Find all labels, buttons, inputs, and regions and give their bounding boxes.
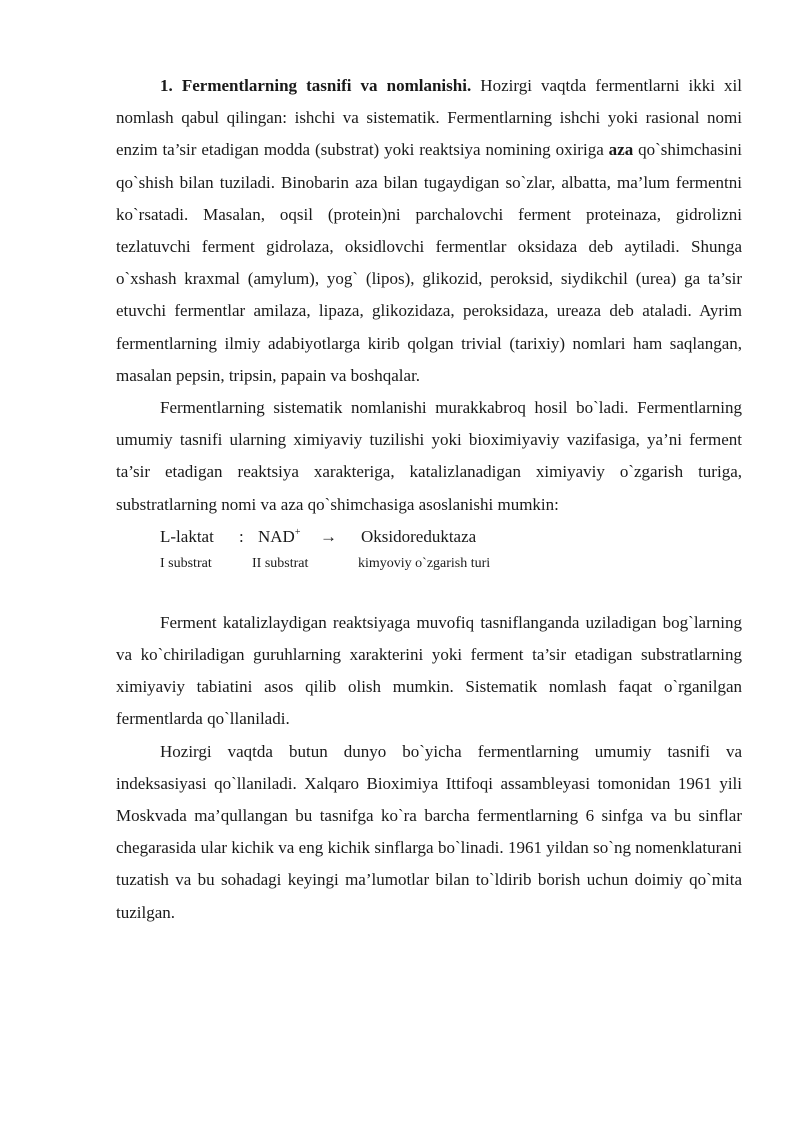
arrow-icon: → bbox=[320, 526, 337, 546]
paragraph-international: Hozirgi vaqtda butun dunyo bo`yicha fermentlarning umumiy tasnifi va indeksasiyasi qo`llaniladi. Xalqaro Bioximiya Ittifoqi assambleyasi tomonidan 1961 yili Moskvada ma’qullangan bu tasnifga ko`ra barcha fermentlarning 6 sinfga va bu sinflar chegarasida ular kichik va eng kichik sinflarga bo`linadi. 1961 yildan so`ng nomenklaturani tuzatish va bu sohadagi keyingi ma’lumotlar bilan to`ldirib borish uchun doimiy qo`mita tuzilgan. bbox=[116, 741, 742, 922]
suffix-aza: aza bbox=[608, 140, 634, 160]
paragraph-intro-text-b: qo`shimchasini qo`shish bilan tuziladi. Binobarin aza bilan tugaydigan so`zlar, albatta, ma’lum fermentni ko`rsatadi. Masalan, oqsil (protein)ni parchalovchi ferment proteinaza, gidrolizni tezlatuvchi ferment gidrolaza, oksidlovchi fermentlar oksidaza deb aytiladi. Shunga o`xshash kraxmal (amylum), yog` (lipos), glikozid, peroksid, siydikchil (urea) ga ta’sir etuvchi fermentlar amilaza, lipaza, glikozidaza, peroksidaza, ureaza deb ataladi. Ayrim fermentlarning ilmiy adabiyotlarga kirib qolgan trivial (tarixiy) nomlari ham saqlangan, masalan pepsin, tripsin, papain va boshqalar. bbox=[116, 140, 742, 385]
formula-colon: : bbox=[239, 526, 244, 546]
formula-substrate-2 bbox=[258, 521, 300, 553]
formula-label-2: II substrat bbox=[252, 555, 309, 571]
paragraph-intro bbox=[116, 70, 742, 392]
formula-nad: NAD bbox=[258, 526, 295, 546]
section-heading: 1. Fermentlarning tasnifi va nomlanishi. bbox=[160, 76, 472, 95]
paragraph-systematic: Fermentlarning sistematik nomlanishi murakkabroq hosil bo`ladi. Fermentlarning umumiy tasnifi ularning ximiyaviy tuzilishi yoki bioximiyaviy vazifasiga, ya’ni ferment ta’sir etadigan reaktsiya xarakteriga, katalizlanadigan ximiyaviy o`zgarish turiga, substratlarning nomi va aza qo`shimchasiga asoslanishi mumkin: bbox=[116, 398, 742, 514]
document-page bbox=[116, 70, 742, 929]
paragraph-classification: Ferment katalizlaydigan reaktsiyaga muvofiq tasniflanganda uziladigan bog`larning va ko`chiriladigan guruhlarning xarakterini yoki ferment ta’sir etadigan substratlarning ximiyaviy tabiatini asos qilib olish mumkin. Sistematik nomlash faqat o`rganilgan fermentlarda qo`llaniladi. bbox=[116, 612, 742, 729]
spacer bbox=[116, 585, 742, 607]
reaction-formula bbox=[116, 521, 742, 585]
formula-superscript: + bbox=[294, 526, 301, 538]
formula-label-1: I substrat bbox=[160, 555, 212, 571]
formula-label-3: kimyoviy o`zgarish turi bbox=[358, 555, 491, 571]
formula-enzyme: Oksidoreduktaza bbox=[361, 526, 477, 546]
paragraph-intro-text-a: Hozirgi vaqtda fermentlarni ikki xil nomlash qabul qilingan: ishchi va sistematik. Fermentlarning ishchi yoki rasional nomi enzim ta’sir etadigan modda (substrat) yoki reaktsiya nomining oxiriga bbox=[116, 76, 742, 160]
formula-substrate-1: L-laktat bbox=[160, 526, 214, 546]
